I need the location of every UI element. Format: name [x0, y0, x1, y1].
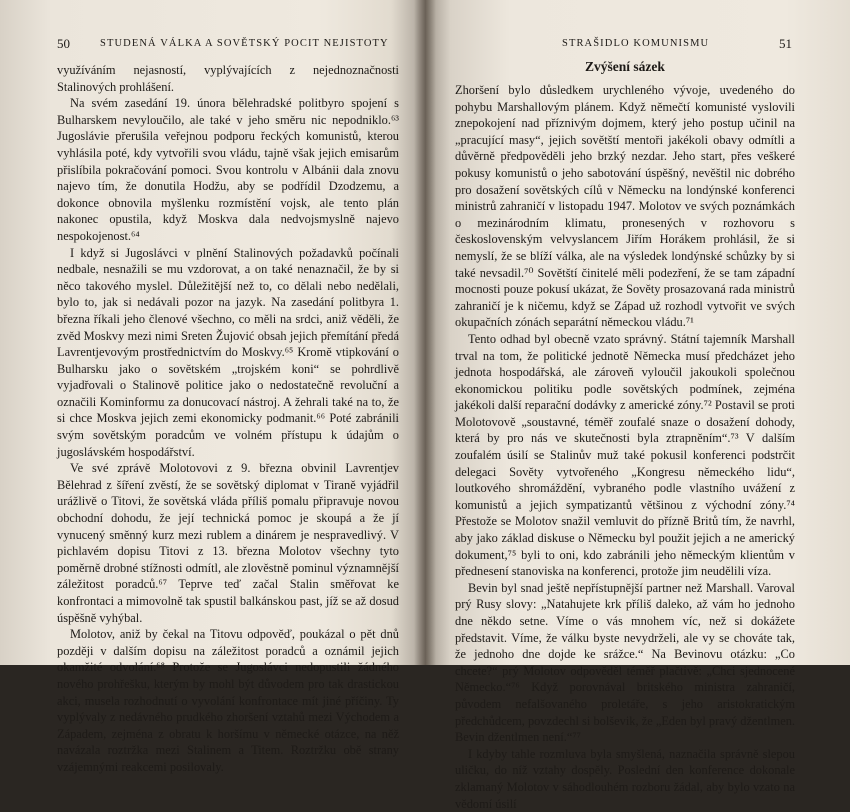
- left-page: [0, 0, 425, 774]
- paragraph: I kdyby tahle rozmluva byla smyšlená, naznačila správně slepou uličku, do níž vztahy dospěly. Poslední den konference dokonale zklamaný Molotov v sáhodlouhém rozboru žádal, aby bylo vzato na vědomí úsilí: [455, 746, 795, 811]
- paragraph: Tento odhad byl obecně vzato správný. Státní tajemník Marshall trval na tom, že politické jednotě Německa musí předcházet jeho jednota hospodářská, ale zároveň vyloučil jakoukoli společnou ekonomickou politiku podle sovětských podmínek, zejména jakékoli další reparační dodávky z americké zóny.⁷² Postavil se proti Molotovově „soustavné, téměř zoufalé snaze o dosažení dohody, která by pro nás ve skutečnosti byla ztrapněním“.⁷³ V dalším zoufalém úsilí se Stalinův muž také pokusil konferenci podstrčit delegaci Sověty vytvořeného „Kongresu německého lidu“, loutkového shromáždění, vybraného podle vlastního uvážení z komunistů a jejich sympatizantů většinou z východní zóny.⁷⁴ Přestože se Molotov snažil vemluvit do přízně Britů tím, že navrhl, aby jako základ diskuse o Německu byl použit jejich a ne americký dokument,⁷⁵ byli to oni, kdo zabránili jeho německým klientům v přednesení stanoviska na konferenci, protože jim neudělili víza.: [455, 331, 795, 579]
- paragraph: Molotov, aniž by čekal na Titovu odpověď, poukázal o pět dnů později v dalším dopisu na záležitost poradců a oznámil jejich okamžité odvolání.⁶⁸ Protože se Jugoslávci nedopustili žádného nového prohřešku, kterým by mohl být důvodem pro tak drastickou akci, musela rozhodnutí o vyvolání konfrontace mít jiné příčiny. Ty vyplývaly z nedávného prudkého zhoršení vztahů mezi Východem a Západem, zejména z obratu k horšímu v německé otázce, na něž navázala roztržka mezi Stalinem a Titem. Roztržku obě strany vzájemnými reakcemi posilovaly.: [57, 627, 399, 774]
- paragraph: I když si Jugoslávci v plnění Stalinových požadavků počínali nedbale, nesnažili se mu vzdorovat, a on také nenaznačil, že by si něco takového myslel. Důležitější než to, co dělali nebo nedělali, bylo to, jak si nedávali pozor na jazyk. Na zasedání politbyra 1. března říkali jeho členové všechno, co měli na srdci, aniž věděli, že zvěd Moskvy mezi nimi Sreten Žujović obsah jejich přemítání předá Lavrentjevovým prostřednictvím do Moskvy.⁶⁵ Kromě vtipkování o Bulharsku jako o sovětském „trojském koni“ se pohrdlivě vyjadřovali o Stalinově politice jako o nedostatečně revoluční a označili Kominformu za donucovací nástroj. A žehrali také na to, že si chce Moskva jejich zemi ekonomicky podmanit.⁶⁶ Poté zabránili svým sovětským poradcům ve volném přístupu k údajům o jugoslávském hospodářství.: [57, 245, 399, 459]
- paragraph: využíváním nejasností, vyplývajících z nejednoznačnosti Stalinových prohlášení.: [57, 63, 399, 94]
- right-page: [425, 0, 850, 811]
- right-page-number: 51: [779, 36, 792, 51]
- right-running-head: STRAŠIDLO KOMUNISMU: [562, 38, 710, 49]
- book-gutter: [414, 0, 436, 665]
- right-body-text: [455, 82, 795, 812]
- left-running-head: STUDENÁ VÁLKA A SOVĚTSKÝ POCIT NEJISTOTY: [100, 38, 389, 49]
- paragraph: Bevin byl snad ještě nepřístupnější partner než Marshall. Varoval prý Rusy slovy: „Natahujete krk příliš daleko, až vám ho jednoho dne někdo setne. Víme o vás mnohem víc, než si dokážete představit. Víme, že válku byste nevydrželi, ale vy se chováte tak, že jednoho dne dojde ke srážce.“ Na Bevinovu otázku: „Co chcete?“ prý Molotov odpověděl téměř plačtivě: „Chci sjednocené Německo.“⁷⁶ Když porovnával britského ministra zahraničí, původem nefalšovaného proletáře, s jeho aristokratickým předchůdcem, povzdechl si bolševik, že „Eden byl pravý džentlmen. Bevin džentlmen není.“⁷⁷: [455, 580, 795, 745]
- paragraph: Zhoršení bylo důsledkem urychleného vývoje, uvedeného do pohybu Marshallovým plánem. Když němečtí komunisté vyslovili znepokojení nad příznivým dojmem, který jeho postup učinil na „pracující masy“, jejich sovětští mentoři jakékoli obavy odmítli a důvěrně předpověděli jeho brzký nezdar. Jeho start, přes veškeré pokusy komunistů o jeho sabotování úspěšný, nevěštil nic dobrého pro dosažení sovětských cílů v Německu na londýnské konferenci ministrů zahraničí v listopadu 1947. Molotov ve svých poznámkách o mezinárodním klimatu, pronesených v rozhovoru s československým velvyslancem Jiřím Horákem prohlásil, že si nemyslí, že se blíží válka, ale na výsledek londýnské schůzky by si také nevsadil.⁷⁰ Sovětští činitelé měli podezření, že se tam západní mocnosti pouze pokusí ukázat, že Sověty prosazovaná rada ministrů zahraničí je k ničemu, když se Západ už rozhodl vytvořit ve svých okupačních zónách separátní německou vládu.⁷¹: [455, 83, 795, 330]
- left-body-text: [57, 62, 399, 776]
- paragraph: Na svém zasedání 19. února bělehradské politbyro spojení s Bulharskem nevyloučilo, ale také v jeho směru nic nepodniklo.⁶³ Jugoslávie přerušila veřejnou podporu řeckých komunistů, kterou vyhlásila poté, kdy vytvořili svou vládu, tajně však jejich emisarům přislíbila pokračování pomoci. Svou kontrolu v Albánii dala znovu najevo tím, že donutila Hodžu, aby se podřídil Dzodzemu, a dokonce obnovila myšlenku rozmístění vojsk, ale tento plán nakonec opustila, když Moskva dala nedvojsmyslně najevo nespokojenost.⁶⁴: [57, 96, 399, 243]
- section-heading: Zvýšení sázek: [585, 59, 665, 74]
- left-page-number: 50: [57, 36, 70, 51]
- paragraph: Ve své zprávě Molotovovi z 9. března obvinil Lavrentjev Bělehrad z šíření zvěstí, že se sovětský diplomat v Tiraně vyjádřil urážlivě o Titovi, že sovětská vláda příliš pomalu připravuje novou obchodní dohodu, že její technická pomoc je skoupá a že jí vynucený směnný kurz mezi rublem a dinárem je nespravedlivý. V pichlavém dopisu Titovi z 13. března Molotov všechny tyto poměrně drobné stížnosti odmítl, ale zlověstně pominul významnější záležitost poradců.⁶⁷ Teprve teď začal Stalin směřovat ke konfrontaci a mimovolně tak spustil balkánskou past, jíž se až dosud úspěšně vyhýbal.: [57, 461, 399, 625]
